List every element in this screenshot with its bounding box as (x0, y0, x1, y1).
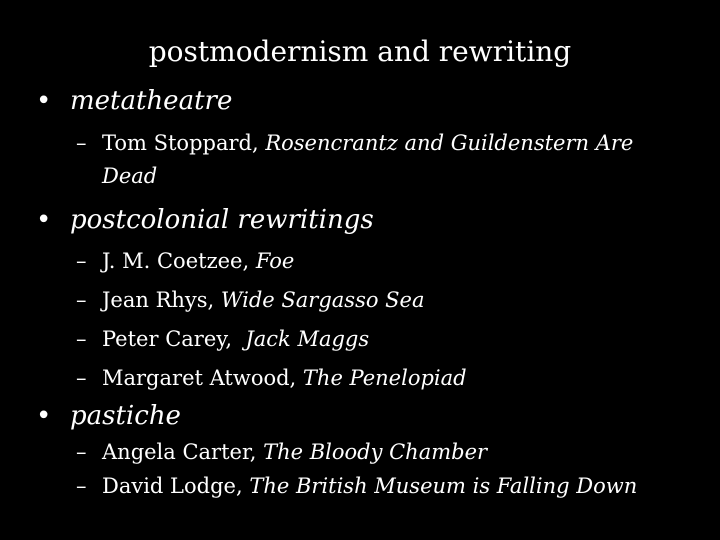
bullet-heading: postcolonial rewritings (70, 205, 374, 235)
bullet-icon: • (36, 401, 52, 431)
subitem-atwood (76, 363, 467, 393)
dash-icon: – (76, 327, 87, 351)
author: Peter Carey, (102, 327, 246, 351)
subitem-carey (76, 324, 369, 354)
work-title: The Penelopiad (302, 366, 467, 390)
author: J. M. Coetzee, (102, 249, 256, 273)
bullet-heading: metatheatre (70, 86, 233, 116)
subitem-carter (76, 437, 487, 467)
dash-icon: – (76, 440, 87, 464)
work-title: Foe (255, 249, 295, 273)
bullet-postcolonial-rewritings (36, 203, 374, 237)
work-title: Rosencrantz and Guildenstern Are (265, 131, 634, 155)
dash-icon: – (76, 288, 87, 312)
bullet-metatheatre (36, 84, 232, 118)
work-title: Jack Maggs (245, 327, 370, 351)
dash-icon: – (76, 249, 87, 273)
work-title: Wide Sargasso Sea (220, 288, 425, 312)
subitem-stoppard-continued: Dead (102, 164, 158, 188)
work-title: The Bloody Chamber (263, 440, 488, 464)
subitem-coetzee (76, 246, 294, 276)
bullet-pastiche (36, 399, 181, 433)
subitem-rhys (76, 285, 425, 315)
bullet-icon: • (36, 86, 52, 116)
bullet-heading: pastiche (70, 401, 181, 431)
dash-icon: – (76, 131, 87, 155)
work-title: The British Museum is Falling Down (249, 474, 638, 498)
author: Tom Stoppard, (102, 131, 266, 155)
subitem-stoppard (76, 128, 633, 158)
author: Angela Carter, (102, 440, 264, 464)
subitem-lodge (76, 471, 637, 501)
dash-icon: – (76, 366, 87, 390)
slide-title: postmodernism and rewriting (148, 35, 572, 68)
author: Jean Rhys, (102, 288, 221, 312)
author: David Lodge, (102, 474, 250, 498)
bullet-icon: • (36, 205, 52, 235)
author: Margaret Atwood, (102, 366, 303, 390)
dash-icon: – (76, 474, 87, 498)
